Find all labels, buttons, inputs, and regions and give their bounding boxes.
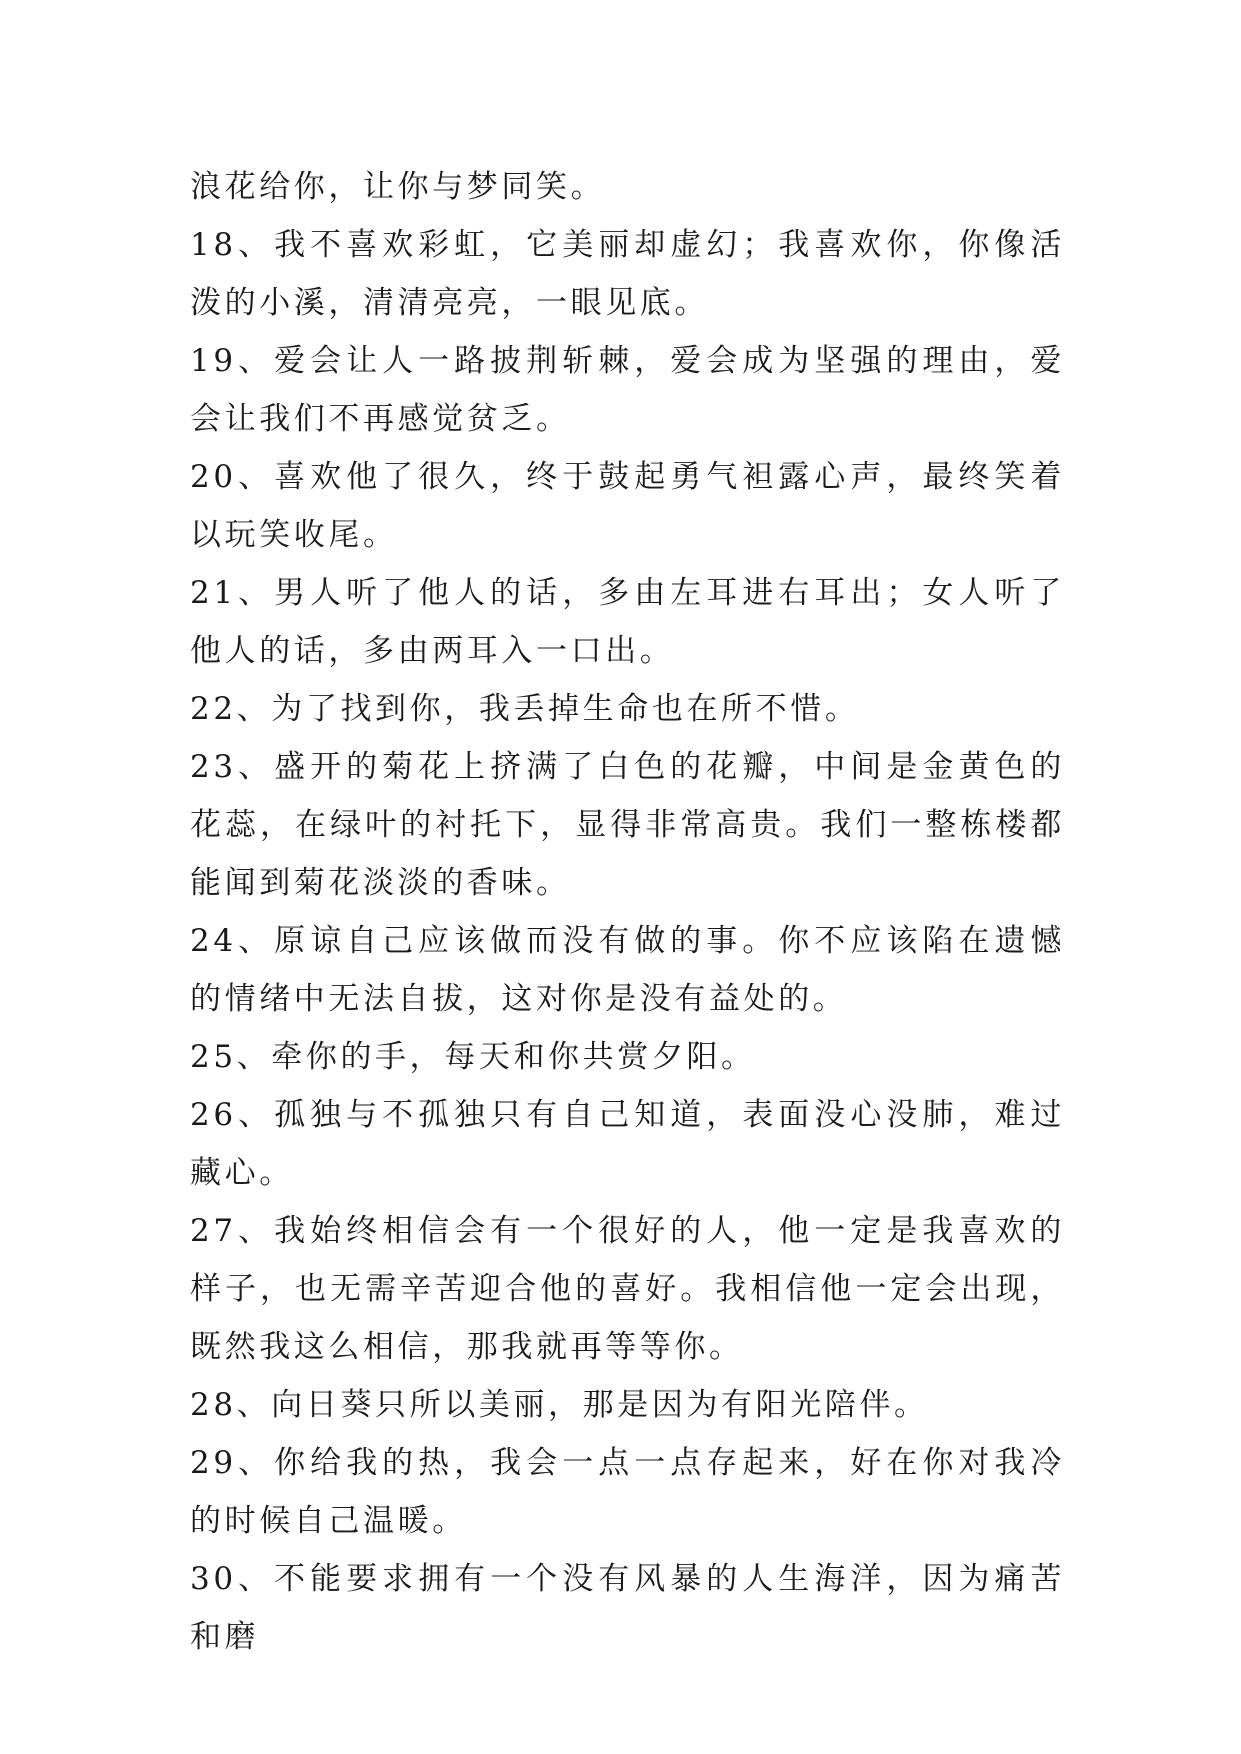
document-body [190,158,1065,1666]
paragraph-29: 29、你给我的热，我会一点一点存起来，好在你对我冷的时候自己温暖。 [190,1445,1065,1539]
paragraph-18: 18、我不喜欢彩虹，它美丽却虚幻；我喜欢你，你像活泼的小溪，清清亮亮，一眼见底。 [190,227,1065,321]
paragraph-21: 21、男人听了他人的话，多由左耳进右耳出；女人听了他人的话，多由两耳入一口出。 [190,575,1065,669]
paragraph-19: 19、爱会让人一路披荆斩棘，爱会成为坚强的理由，爱会让我们不再感觉贫乏。 [190,343,1065,437]
paragraph-22: 22、为了找到你，我丢掉生命也在所不惜。 [190,691,860,727]
paragraph-20: 20、喜欢他了很久，终于鼓起勇气袒露心声，最终笑着以玩笑收尾。 [190,459,1065,553]
paragraph-27: 27、我始终相信会有一个很好的人，他一定是我喜欢的样子，也无需辛苦迎合他的喜好。我相信他一定会出现，既然我这么相信，那我就再等等你。 [190,1213,1065,1365]
paragraph-26: 26、孤独与不孤独只有自己知道，表面没心没肺，难过藏心。 [190,1097,1065,1191]
paragraph-28: 28、向日葵只所以美丽，那是因为有阳光陪伴。 [190,1387,929,1423]
paragraph-23: 23、盛开的菊花上挤满了白色的花瓣，中间是金黄色的花蕊，在绿叶的衬托下，显得非常高贵。我们一整栋楼都能闻到菊花淡淡的香味。 [190,749,1065,901]
paragraph-30: 30、不能要求拥有一个没有风暴的人生海洋，因为痛苦和磨 [190,1561,1065,1655]
paragraph-25: 25、牵你的手，每天和你共赏夕阳。 [190,1039,756,1075]
paragraph-17-continued: 浪花给你，让你与梦同笑。 [190,169,606,205]
paragraph-24: 24、原谅自己应该做而没有做的事。你不应该陷在遗憾的情绪中无法自拔，这对你是没有益处的。 [190,923,1065,1017]
